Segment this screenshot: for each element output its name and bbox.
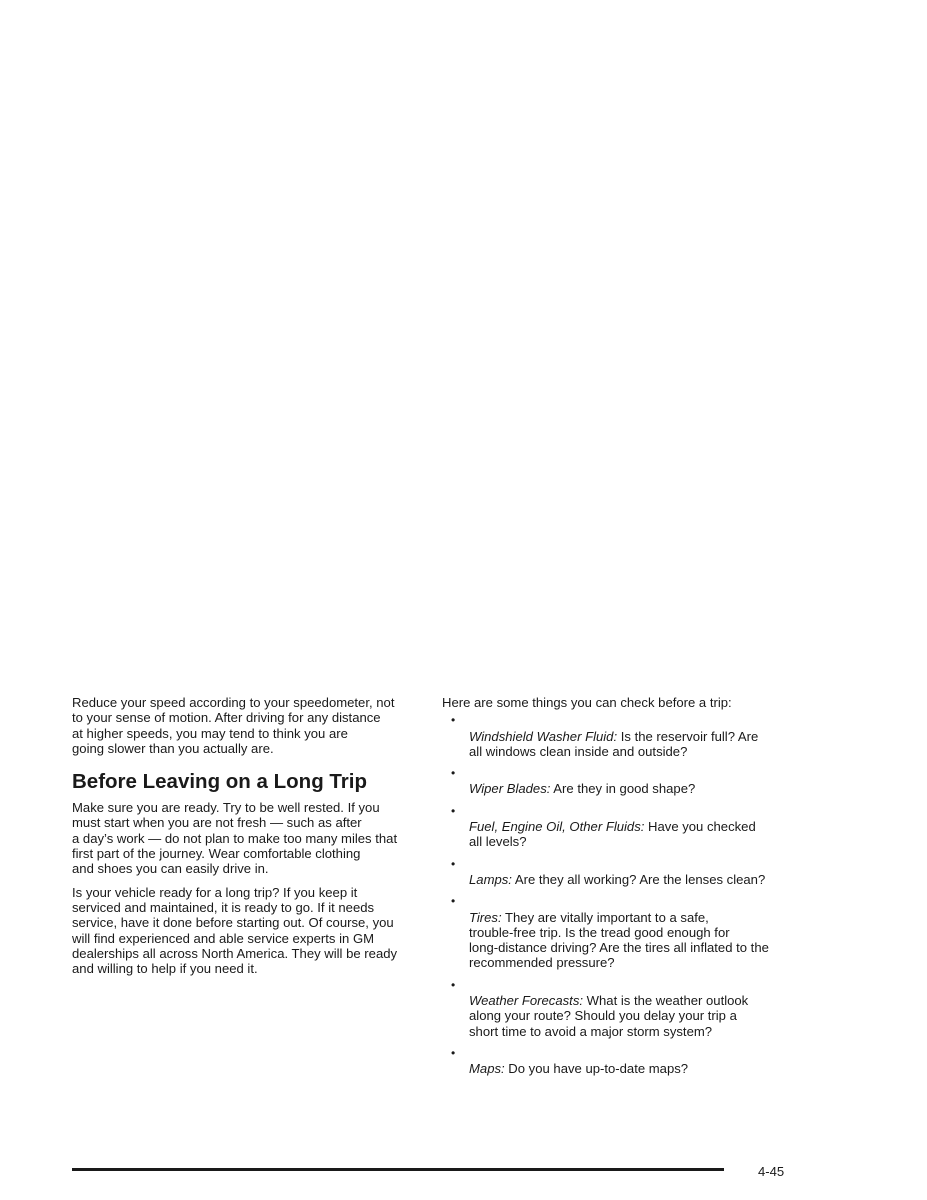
vehicle-ready-paragraph: Is your vehicle ready for a long trip? If you keep it serviced and maintained, it is ready to go. If it needs service, have it done before starting out. Of course, you will find experienced and able service experts in GM dealerships all across North America. They will be ready and willing to help if you need it. (72, 884, 398, 977)
bullet-icon: • (451, 766, 456, 781)
bullet-icon: • (451, 894, 456, 909)
list-item (442, 804, 800, 850)
list-item (442, 978, 800, 1039)
page-number: 4-45 (758, 1164, 785, 1179)
item-text: What is the weather outlook along your route? Should you delay your trip a short time to avoid a major storm system? (469, 993, 749, 1039)
item-text: Do you have up-to-date maps? (504, 1061, 689, 1077)
list-item (442, 894, 800, 970)
bullet-icon: • (451, 977, 456, 992)
right-column (442, 695, 800, 1084)
list-item (442, 766, 800, 797)
bullet-icon: • (451, 713, 456, 728)
item-text: They are vitally important to a safe, trouble-free trip. Is the tread good enough for long-distance driving? Are the tires all inflated to the recommended pressure? (469, 909, 769, 971)
bullet-icon: • (451, 856, 456, 871)
checklist (442, 713, 800, 1076)
bullet-icon: • (451, 1045, 456, 1060)
footer-rule (72, 1168, 724, 1171)
left-column (72, 695, 422, 984)
checklist-intro: Here are some things you can check before a trip: (442, 695, 732, 710)
item-text: Have you checked all levels? (469, 819, 756, 850)
item-term: Tires: (469, 909, 502, 925)
readiness-paragraph: Make sure you are ready. Try to be well rested. If you must start when you are not fresh — such as after a day’s work — do not plan to make too many miles that first part of the journey. Wear comfortable clothing and shoes you can easily drive in. (72, 800, 398, 877)
item-term: Windshield Washer Fluid: (469, 728, 618, 744)
item-term: Weather Forecasts: (469, 993, 584, 1009)
bullet-icon: • (451, 803, 456, 818)
list-item (442, 857, 800, 888)
item-term: Maps: (469, 1061, 505, 1077)
list-item (442, 1046, 800, 1077)
speed-paragraph: Reduce your speed according to your speedometer, not to your sense of motion. After driving for any distance at higher speeds, you may tend to think you are going slower than you actually are. (72, 695, 395, 756)
item-text: Are they all working? Are the lenses clean? (511, 871, 766, 887)
item-term: Lamps: (469, 871, 512, 887)
item-text: Is the reservoir full? Are all windows clean inside and outside? (469, 728, 759, 759)
item-term: Wiper Blades: (469, 781, 551, 797)
item-term: Fuel, Engine Oil, Other Fluids: (469, 819, 645, 835)
section-heading: Before Leaving on a Long Trip (72, 770, 367, 794)
list-item (442, 713, 800, 759)
item-text: Are they in good shape? (550, 781, 696, 797)
